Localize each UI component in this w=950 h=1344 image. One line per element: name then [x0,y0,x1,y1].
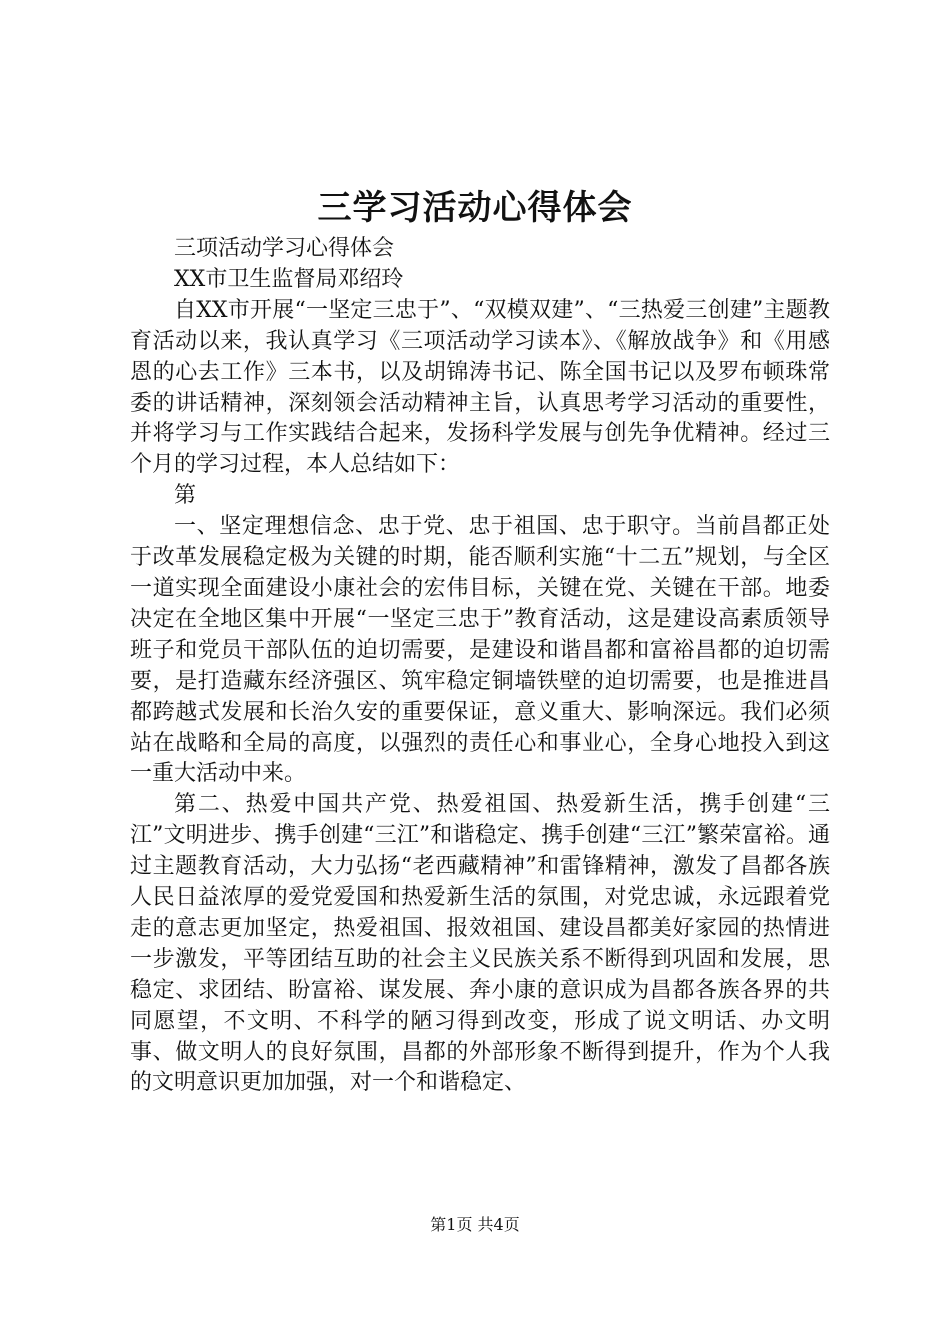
document-body [130,234,830,1099]
subtitle-paragraph: 三项活动学习心得体会 [174,236,395,261]
section-two-paragraph: 第二、热爱中国共产党、热爱祖国、热爱新生活，携手创建“三江”文明进步、携手创建“三江”和谐稳定、携手创建“三江”繁荣富裕。通过主题教育活动，大力弘扬“老西藏精神”和雷锋精神，激发了昌都各族人民日益浓厚的爱党爱国和热爱新生活的氛围，对党忠诚，永远跟着党走的意志更加坚定，热爱祖国、报效祖国、建设昌都美好家园的热情进一步激发，平等团结互助的社会主义民族关系不断得到巩固和发展，思稳定、求团结、盼富裕、谋发展、奔小康的意识成为昌都各族各界的共同愿望，不文明、不科学的陋习得到改变，形成了说文明话、办文明事、做文明人的良好氛围，昌都的外部形象不断得到提升，作为个人我的文明意识更加加强，对一个和谐稳定、 [130,792,830,1096]
page-footer: 第1页 共4页 [430,1215,520,1234]
intro-paragraph: 自XX市开展“一坚定三忠于”、“双模双建”、“三热爱三创建”主题教育活动以来，我认真学习《三项活动学习读本》、《解放战争》和《用感恩的心去工作》三本书，以及胡锦涛书记、陈全国书记以及罗布顿珠常委的讲话精神，深刻领会活动精神主旨，认真思考学习活动的重要性，并将学习与工作实践结合起来，发扬科学发展与创先争优精神。经过三个月的学习过程，本人总结如下： [130,297,830,478]
author-paragraph: XX市卫生监督局邓绍玲 [174,266,404,292]
document-title: 三学习活动心得体会 [317,188,633,228]
section-marker-paragraph: 第 [174,483,197,509]
section-one-paragraph: 一、坚定理想信念、忠于党、忠于祖国、忠于职守。当前昌都正处于改革发展稳定极为关键的时期，能否顺利实施“十二五”规划，与全区一道实现全面建设小康社会的宏伟目标，关键在党、关键在干部。地委决定在全地区集中开展“一坚定三忠于”教育活动，这是建设高素质领导班子和党员干部队伍的迫切需要，是建设和谐昌都和富裕昌都的迫切需要，是打造藏东经济强区、筑牢稳定铜墙铁壁的迫切需要，也是推进昌都跨越式发展和长治久安的重要保证，意义重大、影响深远。我们必须站在战略和全局的高度，以强烈的责任心和事业心，全身心地投入到这一重大活动中来。 [130,514,830,787]
